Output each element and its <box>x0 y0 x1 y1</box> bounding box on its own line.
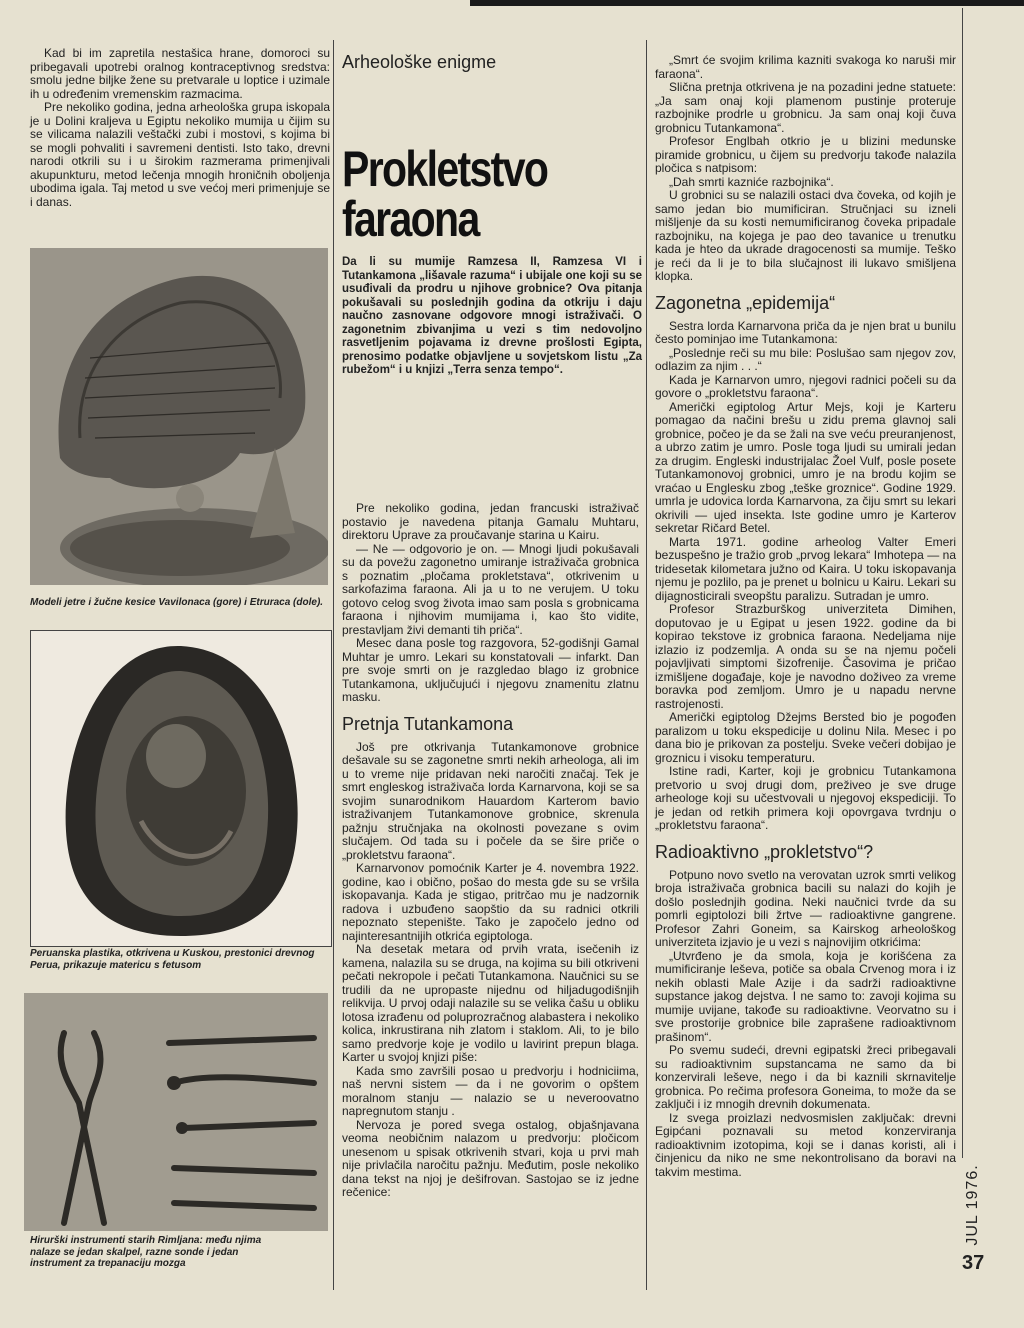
col3-paragraph: Iz svega proizlazi nedvosmislen zaključak: drevni Egipćani poznavali su metod konzerviranja radioaktivnim izotopima, koji se i danas koristi, ali i činjenicu da niko ne sme nekontrolisano da boravi na takvim mestima. <box>655 1110 956 1179</box>
col3-text <box>655 54 956 1179</box>
issue-date-text: JUL 1976. <box>964 1164 981 1246</box>
column-rule-3 <box>962 8 963 1158</box>
col3-paragraph: Kada je Karnarvon umro, njegovi radnici počeli su da govore o „prokletstvu faraona“. <box>655 372 956 400</box>
col2-paragraph: Još pre otkrivanja Tutankamonove grobnice dešavale su se zagonetne smrti nekih arheologa, ali im u to vreme nije pridavan neki naročiti značaj. Tek je smrt engleskog istraživača lorda Karnarvona, koji se sa svojim sunarodnikom Hauardom Karterom bavio istraživanjem Tutankamonove grobnice, skrenula pažnju stručnjaka na okolnosti povezane s ovim slučajem. Od tada su i počele da se šire priče o „prokletstvu faraona“. <box>342 739 639 862</box>
col2-paragraph: Mesec dana posle tog razgovora, 52-godišnji Gamal Muhtar je umro. Lekari su konstatovali — infarkt. Dan pre svoje smrti on je razgledao blago iz grobnice Tutankamona, uključujući i njegovu znamenitu zlatnu masku. <box>342 636 639 704</box>
col2-paragraph: Kada smo završili posao u predvorju i hodniciima, naš nervni sistem — da i ne govorim o opštem moralnom stanju — nalazio se u neveroovatno napregnutom stanju . <box>342 1063 639 1118</box>
issue-date <box>960 1160 986 1250</box>
lead-paragraph: Da li su mumije Ramzesa II, Ramzesa VI i Tutankamona „lišavale razuma“ i ubijale one koji su se usuđivali da prodru u njihove grobnice? Ova pitanja pokušavali su poslednjih godina da otkriju i daju naučno zasnovane odgovore mnogi istraživači. O zagonetnim zbivanjima u vezi s tim nedovoljno rasvetljenim pojavama iz drevne prošlosti Egipta, prenosimo podatke objavljene u sovjetskom listu „Za rubežom“ i u knjizi „Terra senza tempo“. <box>342 256 642 376</box>
peruvian-figure-photo <box>30 630 332 947</box>
caption-roman-instruments: Hirurški instrumenti starih Rimljana: među njima nalaze se jedan skalpel, razne sonde i jedan instrument za trepanaciju mozga <box>30 1235 262 1269</box>
col3-paragraph: „Poslednje reči su mu bile: Poslušao sam njegov zov, odlazim za njim . . .“ <box>655 345 956 373</box>
col3-paragraph: Po svemu sudeći, drevni egipatski žreci pribegavali su radioaktivnim supstancama ne samo da bi konzervirali leševe, nego i da bi kaznili skrnavitelje grobnica. Po rečima profesora Goneima, to može da se zaključi i iz mnogih drevnih dokumenata. <box>655 1043 956 1111</box>
col3-paragraph: U grobnici su se nalazili ostaci dva čoveka, od kojih je samo jedan bio mumificiran. Stručnjaci su izneli mišljenje da su kosti nemumificiranog čoveka pripadale razbojniku, na kojega je pao deo tavanice u trenutku kada je hteo da ukrade dragocenosti sa mumije. Teško je reći da li je to bila slučajnost ili lukavo smišljena klopka. <box>655 188 956 283</box>
headline <box>342 141 588 247</box>
col3-paragraph: Američki egiptolog Džejms Bersted bio je pogođen paralizom u toku ekspedicije u dolinu Nila. Mesec i po dana bio je prikovan za postelju. Sveke večeri dobijao je groznicu i visoku temperaturu. <box>655 710 956 765</box>
peruvian-figure-illustration <box>31 631 331 946</box>
col2-paragraph: Nervoza je pored svega ostalog, objašnjavana veoma neobičnim nalazom u predvorju: pločicom unesenom u spisak otkrivenih stvari, koja u prvi mah nije privlačila naročitu pažnju. Međutim, posle nekoliko dana tekst na njoj je dešifrovan. Sastojao se iz jedne rečenice: <box>342 1117 639 1199</box>
headline-line-2: faraona <box>342 191 479 247</box>
col2-paragraph: Pre nekoliko godina, jedan francuski istraživač postavio je navedena pitanja Gamalu Muhtaru, direktoru Uprave za proučavanje starina u Kairu. <box>342 501 639 542</box>
col3-paragraph: Istine radi, Karter, koji je grobnicu Tutankamona pretvorio u svoj drugi dom, preživeo je sve druge arheologe koji su učestvovali u njegovoj ekspediciji. To je jedan od retkih primera koji opovrgava tvrdnju o „prokletstvu faraona“. <box>655 764 956 832</box>
col2-paragraph: — Ne — odgovorio je on. — Mnogi ljudi pokušavali su da povežu zagonetno umiranje istraživača grobnica s poznatim „pločama prokletstava“, otkrivenim u sarkofazima faraona. Ali ja u to ne verujem. U toku gotovo celog svog života imao sam posla s grobnicama faraona i njihovim mumijama i, kao što vidite, prestavljam živi demanti tih priča“. <box>342 541 639 637</box>
col1-paragraph: Pre nekoliko godina, jedna arheološka grupa iskopala je u Dolini kraljeva u Egiptu nekoliko mumija u čijim su se vilicama nalazili veštački zubi i mostovi, s kojima bi se mogli pohvaliti i savremeni dentisti. Isto tako, drevni narodi otkrili su i u širokim razmerama primenjivali akupunkturu, metod lečenja mnogih hroničnih oboljenja ubodima igala. Taj metod u sve većoj meri primenjuje se i danas. <box>30 100 330 209</box>
column-rule-2 <box>646 40 647 1290</box>
section-heading-epidemija: Zagonetna „epidemija“ <box>655 292 836 313</box>
col3-paragraph: Potpuno novo svetlo na verovatan uzrok smrti velikog broja istraživača grobnica bacili su nalazi do kojih je došlo poslednjih godina. Neki naučnici tvrde da su pomrli egiptolozi bili žrtve — radioaktivne gangrene. Profesor Zahri Goneim, sa Kairskog arheološkog univerziteta izjavio je u vezi s najnovijim otkrićima: <box>655 867 956 949</box>
roman-instruments-illustration <box>24 993 328 1231</box>
section-heading-radioaktivno: Radioaktivno „prokletstvo“? <box>655 841 874 862</box>
col2-text <box>342 502 639 1200</box>
roman-instruments-photo <box>24 993 328 1231</box>
top-bar <box>470 0 1024 6</box>
caption-peruvian-figure: Peruanska plastika, otkrivena u Kuskou, prestonici drevnog Perua, prikazuje matericu s fetusom <box>30 948 315 971</box>
col2-paragraph: Karnarvonov pomoćnik Karter je 4. novembra 1922. godine, kao i obično, pošao do mesta gde su se vršila iskopavanja. Kada je stigao, pritrčao mu je nadzornik radova i uzbuđeno saopštio da su radnici otkrili nepoznato stepenište. Tako je započelo jedno od najinteresantnijih otkrića egiptologa. <box>342 861 639 943</box>
col3-paragraph: Marta 1971. godine arheolog Valter Emeri bezuspešno je tražio grob „prvog lekara“ Imhotepa — na tridesetak kilometara južno od Kaira. U toku iskopavanja njemu je pozlilo, pa je prenet u bolnicu u Kairu. Lekari su dijagnosticirali sveopštu paralizu. Sutradan je umro. <box>655 534 956 603</box>
column-rule-1 <box>333 40 334 1290</box>
col3-paragraph: Profesor Englbah otkrio je u blizini medunske piramide grobnicu, u čijem su predvorju takođe nalazila pločica s natpisom: <box>655 134 956 175</box>
headline-line-1: Prokletstvo <box>342 141 548 197</box>
liver-models-photo <box>30 248 328 585</box>
col2-paragraph: Na desetak metara od prvih vrata, isečenih iz kamena, nalazila su se druga, na kojima su bili otkriveni pečati nekropole i pečati Tutankamona. Naučnici su se trudili da ne upropaste nijednu od hiljadugodišnjih relikvija. U prvoj odaji nalazile su se velika čašu u obliku lotosa izrađenu od poluprozračnog alabastera i nekoliko kolica, inkrustirana nih zlatom i staklom. Ali, to je bilo samo predvorje koje je vodilo u lavirint prepun blaga. Karter u svojoj knjizi piše: <box>342 942 639 1064</box>
col3-paragraph: „Utvrđeno je da smola, koja je korišćena za mumificiranje leševa, potiče sa obala Crvenog mora i iz nekih oblasti Male Azije i da sadrži radioaktivne supstance jakog dejstva. I ne samo to: zavoji kojima su mumije uvijane, takođe su radioaktivne. Veorvatno su i sve prostorije grobnice bile zaprašene radioaktivnom prašinom“. <box>655 948 956 1044</box>
col3-paragraph: „Dah smrti kazniće razbojnika“. <box>669 174 834 189</box>
page-number: 37 <box>962 1252 985 1274</box>
col1-text <box>30 47 330 209</box>
col3-paragraph: Profesor Strazburškog univerziteta Dimihen, doputovao je u Egipat u jesen 1922. godine da bi kopirao tekstove iz grobnica faraona. Nedeljama nije izlazio iz podzemlja. A onda su se na njemu počeli pojavljivati simptomi šizofrenije. Časovima je pričao izmišljene događaje, koje je navodno doživeo za vreme boravka pod zemljom. Umro je u napadu nervne rastrojenosti. <box>655 602 956 711</box>
col3-paragraph: Sestra lorda Karnarvona priča da je njen brat u bunilu često pominjao ime Tutankamona: <box>655 318 956 346</box>
col3-paragraph: „Smrt će svojim krilima kazniti svakoga ko naruši mir faraona“. <box>655 53 956 81</box>
liver-models-illustration <box>30 248 328 585</box>
kicker-label: Arheološke enigme <box>342 52 497 72</box>
caption-liver-models: Modeli jetre i žučne kesice Vavilonaca (gore) i Etruraca (dole). <box>30 597 324 608</box>
col3-paragraph: Američki egiptolog Artur Mejs, koji je Karteru pomagao da načini brešu u zidu prema glavnoj sali grobnice, počeo je da se žali na sve veću preuranjenost, a ubrzo zatim je umro. Posle toga ljudi su umirali jedan za drugim. Engleski industrijalac Žoel Vulf, posle posete Tutankamonovoj grobnici, umro je na brodu kojim se vraćao u Englesku zbog „teške groznice“. Godine 1929. umrla je udovica lorda Karnarvona, za čiju smrt su lekari okrivili — ujed insekta. Iste godine umro je Karterov sekretar Ričard Betel. <box>655 399 956 535</box>
col3-paragraph: Slična pretnja otkrivena je na pozadini jedne statuete: „Ja sam onaj koji plamenom pustinje proteruje razbojnike prodrle u grobnicu. Ja sam onaj koji čuva grobnicu Tutankamona“. <box>655 80 956 135</box>
col1-paragraph: Kad bi im zapretila nestašica hrane, domoroci su pribegavali upotrebi oralnog kontraceptivnog sredstva: smolu jedne biljke žene su pretvarale u loptice i uzimale ih u određenim vremenskim razmacima. <box>30 46 330 101</box>
section-heading-pretnja: Pretnja Tutankamona <box>342 713 514 734</box>
